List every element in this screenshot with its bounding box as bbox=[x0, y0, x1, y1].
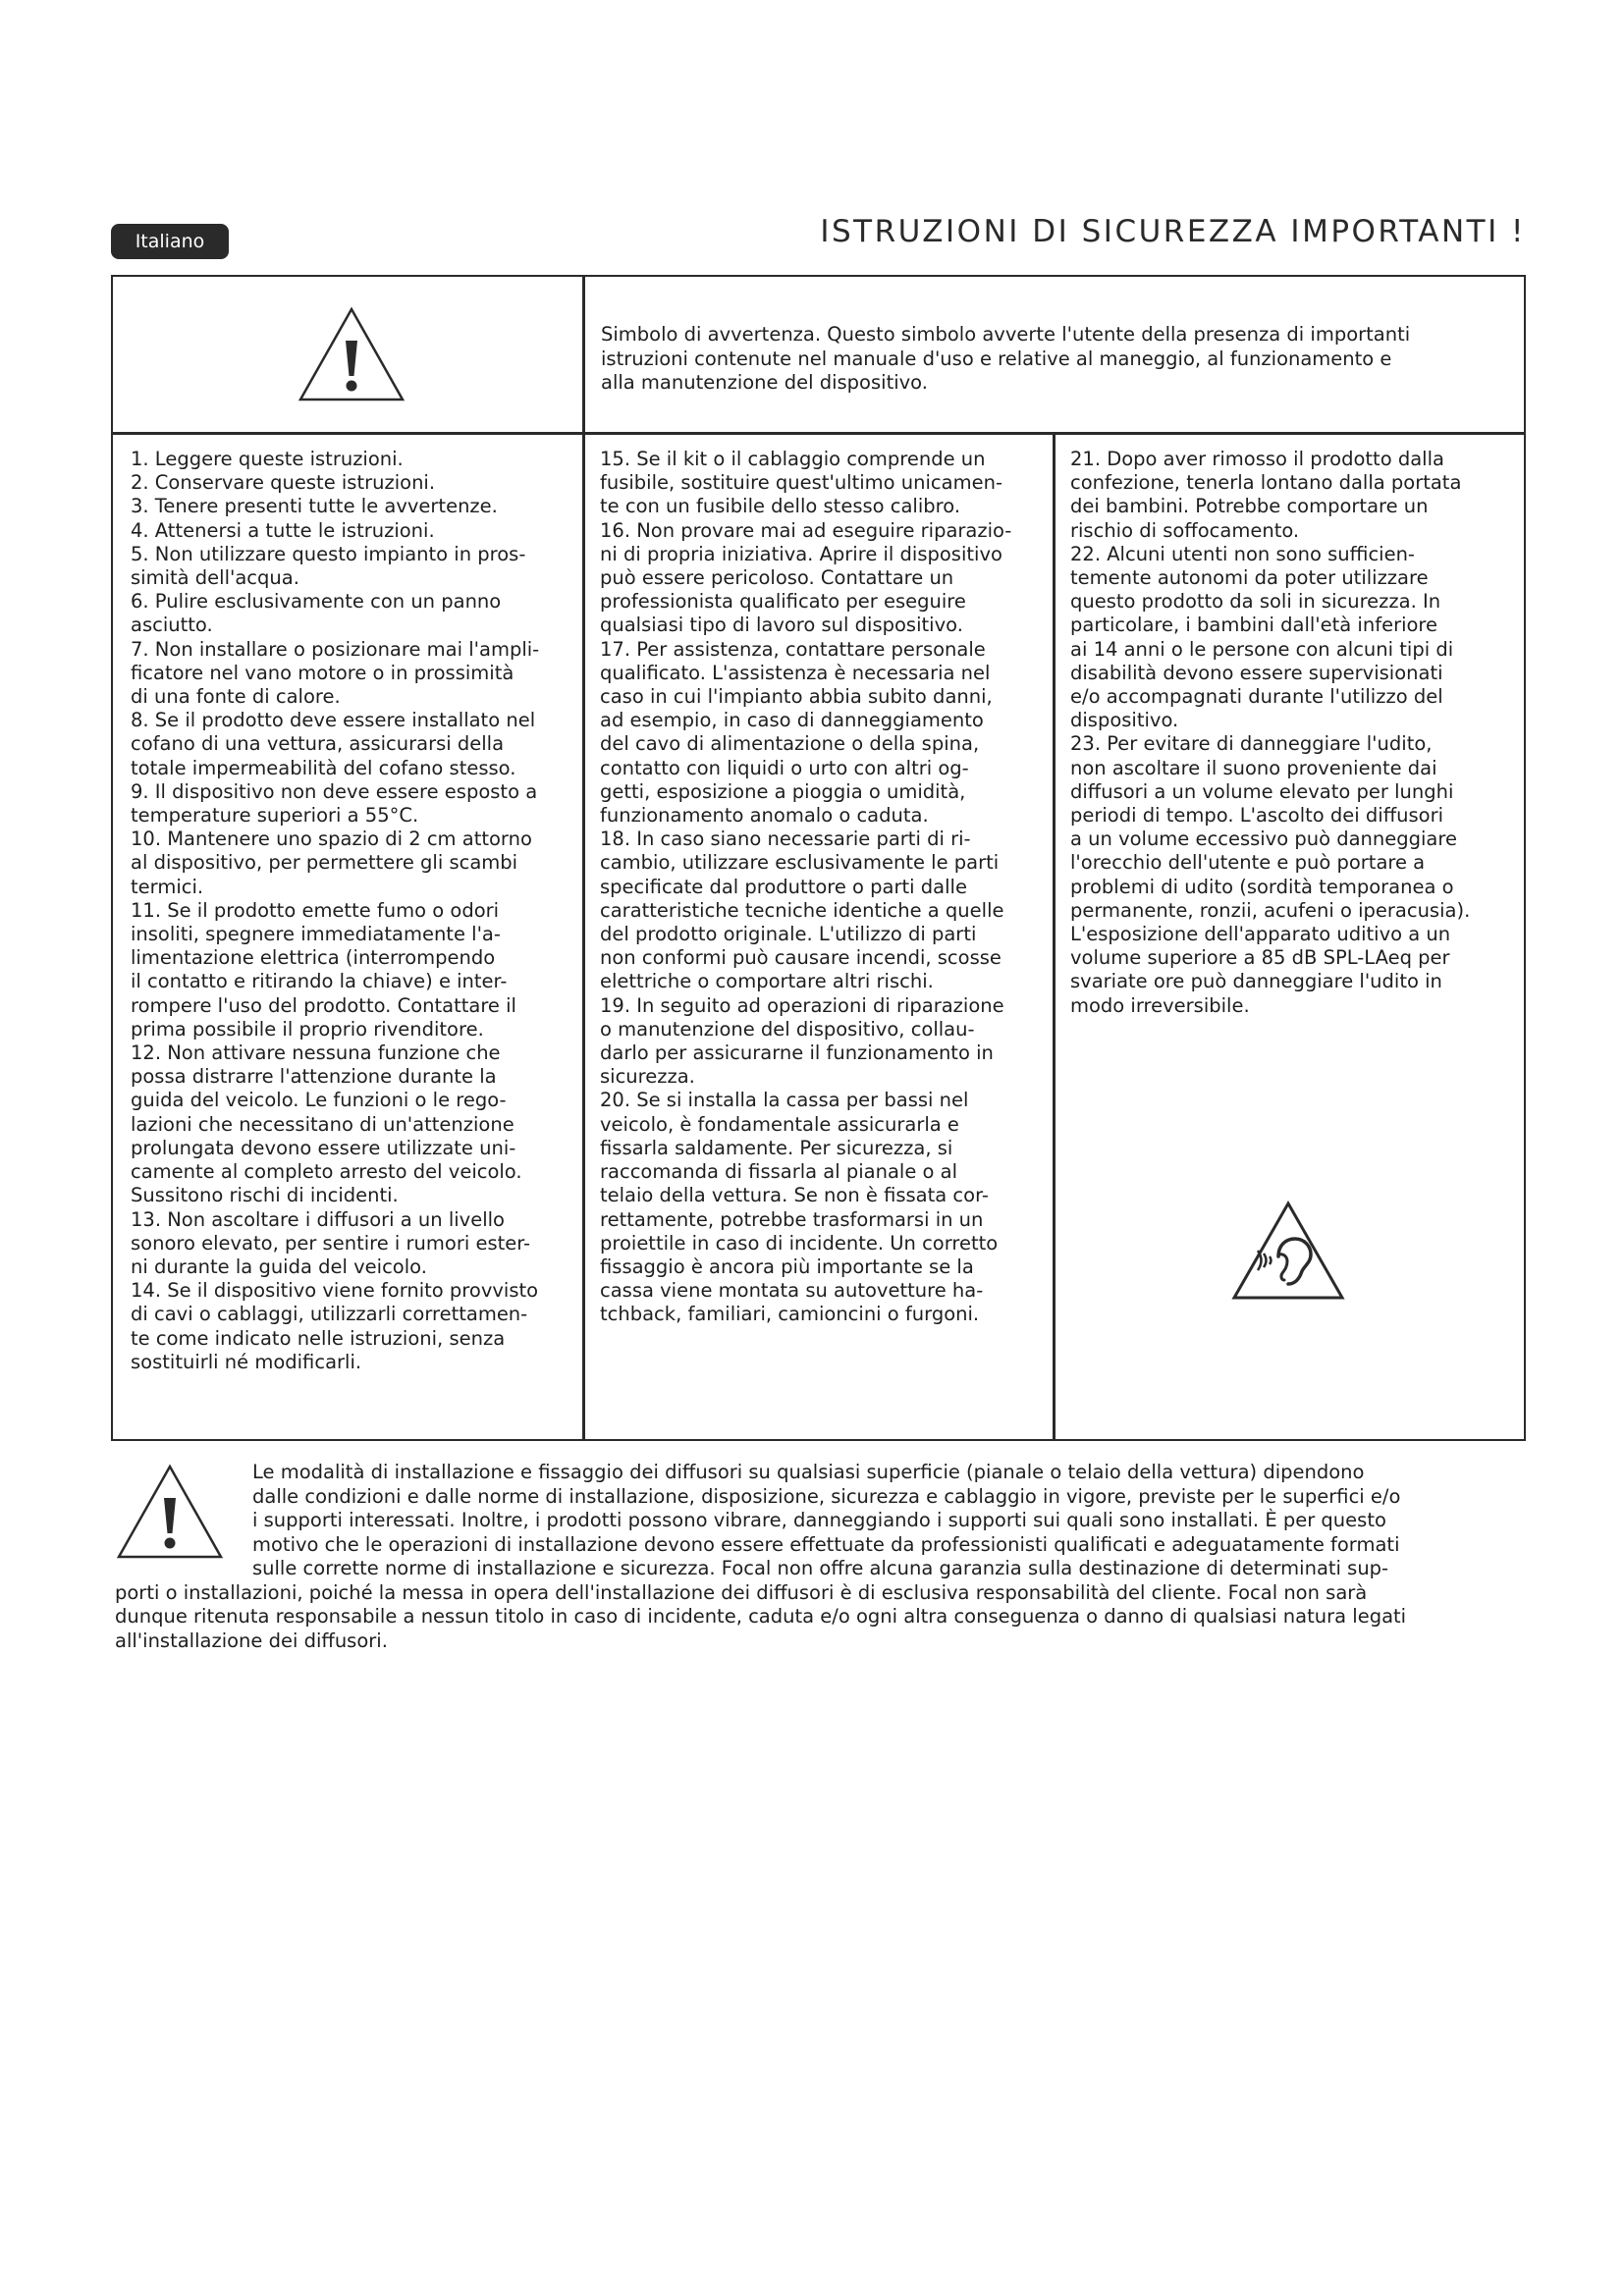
instruction-line: camente al completo arresto del veicolo. bbox=[131, 1160, 522, 1184]
instruction-line: dei bambini. Potrebbe comportare un bbox=[1070, 495, 1429, 518]
instructions-table bbox=[111, 432, 1526, 1441]
instruction-line: o manutenzione del dispositivo, collau- bbox=[600, 1017, 975, 1041]
instruction-line: 18. In caso siano necessarie parti di ri- bbox=[600, 828, 971, 851]
instruction-line: proiettile in caso di incidente. Un corretto bbox=[600, 1231, 999, 1255]
hearing-warning-icon bbox=[1230, 1200, 1346, 1302]
instruction-line: cofano di una vettura, assicurarsi della bbox=[131, 732, 505, 756]
instruction-line: 3. Tenere presenti tutte le avvertenze. bbox=[131, 495, 498, 518]
instruction-line: temente autonomi da poter utilizzare bbox=[1070, 566, 1429, 590]
disclaimer-line: dunque ritenuta responsabile a nessun titolo in caso di incidente, caduta e/o ogni altra conseguenza o danno di qualsiasi natura legati bbox=[115, 1605, 1407, 1628]
instruction-line: te con un fusibile dello stesso calibro. bbox=[600, 495, 961, 518]
instruction-line: 17. Per assistenza, contattare personale bbox=[600, 637, 986, 661]
instruction-line: veicolo, è fondamentale assicurarla e bbox=[600, 1112, 959, 1136]
instruction-line: 12. Non attivare nessuna funzione che bbox=[131, 1041, 501, 1065]
instruction-line: al dispositivo, per permettere gli scambi bbox=[131, 851, 518, 875]
instruction-line: prolungata devono essere utilizzate uni- bbox=[131, 1136, 516, 1159]
instruction-line: getti, esposizione a pioggia o umidità, bbox=[600, 779, 966, 803]
disclaimer-line: all'installazione dei diffusori. bbox=[115, 1629, 388, 1652]
instruction-line: periodi di tempo. L'ascolto dei diffusori bbox=[1070, 804, 1444, 828]
instruction-line: guida del veicolo. Le funzioni o le rego- bbox=[131, 1089, 507, 1112]
instruction-line: funzionamento anomalo o caduta. bbox=[600, 804, 929, 828]
instruction-line: non conformi può causare incendi, scosse bbox=[600, 946, 1001, 970]
warning-line: alla manutenzione del dispositivo. bbox=[601, 371, 928, 394]
warning-line: istruzioni contenute nel manuale d'uso e relative al maneggio, al funzionamento e bbox=[601, 347, 1392, 370]
instruction-line: 14. Se il dispositivo viene fornito provvisto bbox=[131, 1279, 539, 1303]
instruction-line: di una fonte di calore. bbox=[131, 685, 341, 709]
instruction-line: modo irreversibile. bbox=[1070, 993, 1250, 1017]
instruction-line: cambio, utilizzare esclusivamente le parti bbox=[600, 851, 1000, 875]
instruction-line: 19. In seguito ad operazioni di riparazione bbox=[600, 993, 1004, 1017]
instruction-line: L'esposizione dell'apparato uditivo a un bbox=[1070, 923, 1451, 946]
instruction-line: specificate dal produttore o parti dalle bbox=[600, 875, 967, 898]
instruction-line: può essere pericoloso. Contattare un bbox=[600, 566, 954, 590]
instruction-line: 16. Non provare mai ad eseguire riparazio- bbox=[600, 518, 1012, 542]
instruction-line: possa distrarre l'attenzione durante la bbox=[131, 1065, 497, 1089]
instruction-line: qualsiasi tipo di lavoro sul dispositivo. bbox=[600, 614, 963, 637]
instruction-line: 2. Conservare queste istruzioni. bbox=[131, 471, 436, 495]
instruction-line: darlo per assicurarne il funzionamento in bbox=[600, 1041, 994, 1065]
instruction-line: 10. Mantenere uno spazio di 2 cm attorno bbox=[131, 828, 532, 851]
instruction-line: rischio di soffocamento. bbox=[1070, 518, 1300, 542]
instructions-column-2 bbox=[600, 448, 1011, 1327]
instruction-line: limentazione elettrica (interrompendo bbox=[131, 946, 496, 970]
instruction-line: ni durante la guida del veicolo. bbox=[131, 1255, 427, 1278]
instruction-line: termici. bbox=[131, 875, 204, 898]
instruction-line: ai 14 anni o le persone con alcuni tipi di bbox=[1070, 637, 1454, 661]
warning-triangle-icon bbox=[297, 305, 406, 403]
instructions-column-1 bbox=[131, 448, 539, 1374]
instruction-line: disabilità devono essere supervisionati bbox=[1070, 661, 1443, 684]
instruction-line: 4. Attenersi a tutte le istruzioni. bbox=[131, 518, 435, 542]
instruction-line: fissaggio è ancora più importante se la bbox=[600, 1255, 974, 1278]
warning-line: Simbolo di avvertenza. Questo simbolo avverte l'utente della presenza di importanti bbox=[601, 323, 1411, 346]
disclaimer-line: motivo che le operazioni di installazione devono essere effettuate da professionisti qualificati e adeguatamente formati bbox=[252, 1532, 1400, 1556]
instruction-line: ficatore nel vano motore o in prossimità bbox=[131, 661, 514, 684]
instruction-line: del prodotto originale. L'utilizzo di parti bbox=[600, 923, 977, 946]
instruction-line: asciutto. bbox=[131, 614, 213, 637]
instruction-line: 21. Dopo aver rimosso il prodotto dalla bbox=[1070, 448, 1444, 470]
instruction-line: il contatto e ritirando la chiave) e inter- bbox=[131, 970, 508, 993]
instruction-line: professionista qualificato per eseguire bbox=[600, 590, 966, 614]
instruction-line: caso in cui l'impianto abbia subito danni, bbox=[600, 685, 993, 709]
instruction-line: l'orecchio dell'utente e può portare a bbox=[1070, 851, 1426, 875]
instruction-line: di cavi o cablaggi, utilizzarli correttamen- bbox=[131, 1303, 528, 1326]
disclaimer-line: porti o installazioni, poiché la messa in opera dell'installazione dei diffusori è di esclusiva responsabilità del cliente. Focal non sarà bbox=[115, 1580, 1368, 1604]
disclaimer-line: i supporti interessati. Inoltre, i prodotti possono vibrare, danneggiando i supporti sui quali sono installati. È per questo bbox=[252, 1509, 1386, 1531]
instruction-line: questo prodotto da soli in sicurezza. In bbox=[1070, 590, 1441, 614]
instruction-line: temperature superiori a 55°C. bbox=[131, 804, 419, 828]
language-badge: Italiano bbox=[111, 224, 229, 259]
installation-disclaimer bbox=[115, 1461, 1529, 1653]
instruction-line: volume superiore a 85 dB SPL-LAeq per bbox=[1070, 946, 1450, 970]
instruction-line: e/o accompagnati durante l'utilizzo del bbox=[1070, 685, 1443, 709]
instruction-line: 13. Non ascoltare i diffusori a un livello bbox=[131, 1207, 505, 1231]
instruction-line: 6. Pulire esclusivamente con un panno bbox=[131, 590, 502, 614]
instruction-line: 15. Se il kit o il cablaggio comprende un bbox=[600, 448, 986, 470]
instruction-line: ni di propria iniziativa. Aprire il dispositivo bbox=[600, 542, 1002, 565]
instruction-line: sostituirli né modificarli. bbox=[131, 1350, 362, 1373]
instruction-line: 23. Per evitare di danneggiare l'udito, bbox=[1070, 732, 1433, 756]
instruction-line: 5. Non utilizzare questo impianto in pros- bbox=[131, 542, 526, 565]
instruction-line: 22. Alcuni utenti non sono sufficien- bbox=[1070, 542, 1415, 565]
instruction-line: qualificato. L'assistenza è necessaria nel bbox=[600, 661, 991, 684]
instruction-line: sonoro elevato, per sentire i rumori ester- bbox=[131, 1231, 531, 1255]
instruction-line: permanente, ronzii, acufeni o iperacusia). bbox=[1070, 898, 1471, 922]
instruction-line: fissarla saldamente. Per sicurezza, si bbox=[600, 1136, 953, 1159]
instruction-line: particolare, i bambini dall'età inferiore bbox=[1070, 614, 1438, 637]
instruction-line: raccomanda di fissarla al pianale o al bbox=[600, 1160, 958, 1184]
instruction-line: 1. Leggere queste istruzioni. bbox=[131, 448, 404, 470]
disclaimer-line: sulle corrette norme di installazione e sicurezza. Focal non offre alcuna garanzia sulla destinazione di determinati sup- bbox=[252, 1557, 1389, 1579]
instruction-line: cassa viene montata su autovetture ha- bbox=[600, 1279, 984, 1303]
instruction-line: elettriche o comportare altri rischi. bbox=[600, 970, 934, 993]
instruction-line: fusibile, sostituire quest'ultimo unicamen- bbox=[600, 471, 1002, 495]
instruction-line: diffusori a un volume elevato per lunghi bbox=[1070, 779, 1454, 803]
instruction-line: lazioni che necessitano di un'attenzione bbox=[131, 1112, 514, 1136]
instruction-line: dispositivo. bbox=[1070, 709, 1179, 732]
instruction-line: telaio della vettura. Se non è fissata cor- bbox=[600, 1184, 989, 1207]
column-divider bbox=[582, 434, 585, 1439]
instruction-line: tchback, familiari, camioncini o furgoni. bbox=[600, 1303, 980, 1326]
instruction-line: rettamente, potrebbe trasformarsi in un bbox=[600, 1207, 984, 1231]
instruction-line: confezione, tenerla lontano dalla portata bbox=[1070, 471, 1462, 495]
instruction-line: contatto con liquidi o urto con altri og- bbox=[600, 756, 969, 779]
column-divider bbox=[1053, 434, 1056, 1439]
instruction-line: del cavo di alimentazione o della spina, bbox=[600, 732, 980, 756]
warning-symbol-box bbox=[111, 275, 1526, 435]
warning-icon-cell bbox=[113, 277, 582, 433]
instruction-line: simità dell'acqua. bbox=[131, 566, 299, 590]
warning-symbol-text bbox=[601, 323, 1504, 396]
instruction-line: 20. Se si installa la cassa per bassi nel bbox=[600, 1089, 969, 1112]
instruction-line: 8. Se il prodotto deve essere installato nel bbox=[131, 709, 536, 732]
instruction-line: a un volume eccessivo può danneggiare bbox=[1070, 828, 1457, 851]
instruction-line: problemi di udito (sordità temporanea o bbox=[1070, 875, 1454, 898]
instructions-column-3 bbox=[1070, 448, 1470, 1018]
instruction-line: 11. Se il prodotto emette fumo o odori bbox=[131, 898, 500, 922]
instruction-line: 7. Non installare o posizionare mai l'ampli- bbox=[131, 637, 540, 661]
instruction-line: sicurezza. bbox=[600, 1065, 695, 1089]
instruction-line: svariate ore può danneggiare l'udito in bbox=[1070, 970, 1442, 993]
instruction-line: Sussitono rischi di incidenti. bbox=[131, 1184, 399, 1207]
warning-box-divider bbox=[582, 277, 585, 433]
disclaimer-line: dalle condizioni e dalle norme di installazione, disposizione, sicurezza e cablaggio in vigore, previste per le superfici e/o bbox=[252, 1484, 1401, 1508]
instruction-line: non ascoltare il suono proveniente dai bbox=[1070, 756, 1437, 779]
instruction-line: 9. Il dispositivo non deve essere esposto a bbox=[131, 779, 538, 803]
instruction-line: ad esempio, in caso di danneggiamento bbox=[600, 709, 984, 732]
page-title: ISTRUZIONI DI SICUREZZA IMPORTANTI ! bbox=[820, 214, 1526, 249]
instruction-line: insoliti, spegnere immediatamente l'a- bbox=[131, 923, 501, 946]
instruction-line: caratteristiche tecniche identiche a quelle bbox=[600, 898, 1004, 922]
instruction-line: rompere l'uso del prodotto. Contattare il bbox=[131, 993, 516, 1017]
instruction-line: prima possibile il proprio rivenditore. bbox=[131, 1017, 484, 1041]
instruction-line: totale impermeabilità del cofano stesso. bbox=[131, 756, 516, 779]
disclaimer-line: Le modalità di installazione e fissaggio dei diffusori su qualsiasi superficie (pianale o telaio della vettura) dipendono bbox=[252, 1461, 1365, 1483]
instruction-line: te come indicato nelle istruzioni, senza bbox=[131, 1326, 506, 1350]
